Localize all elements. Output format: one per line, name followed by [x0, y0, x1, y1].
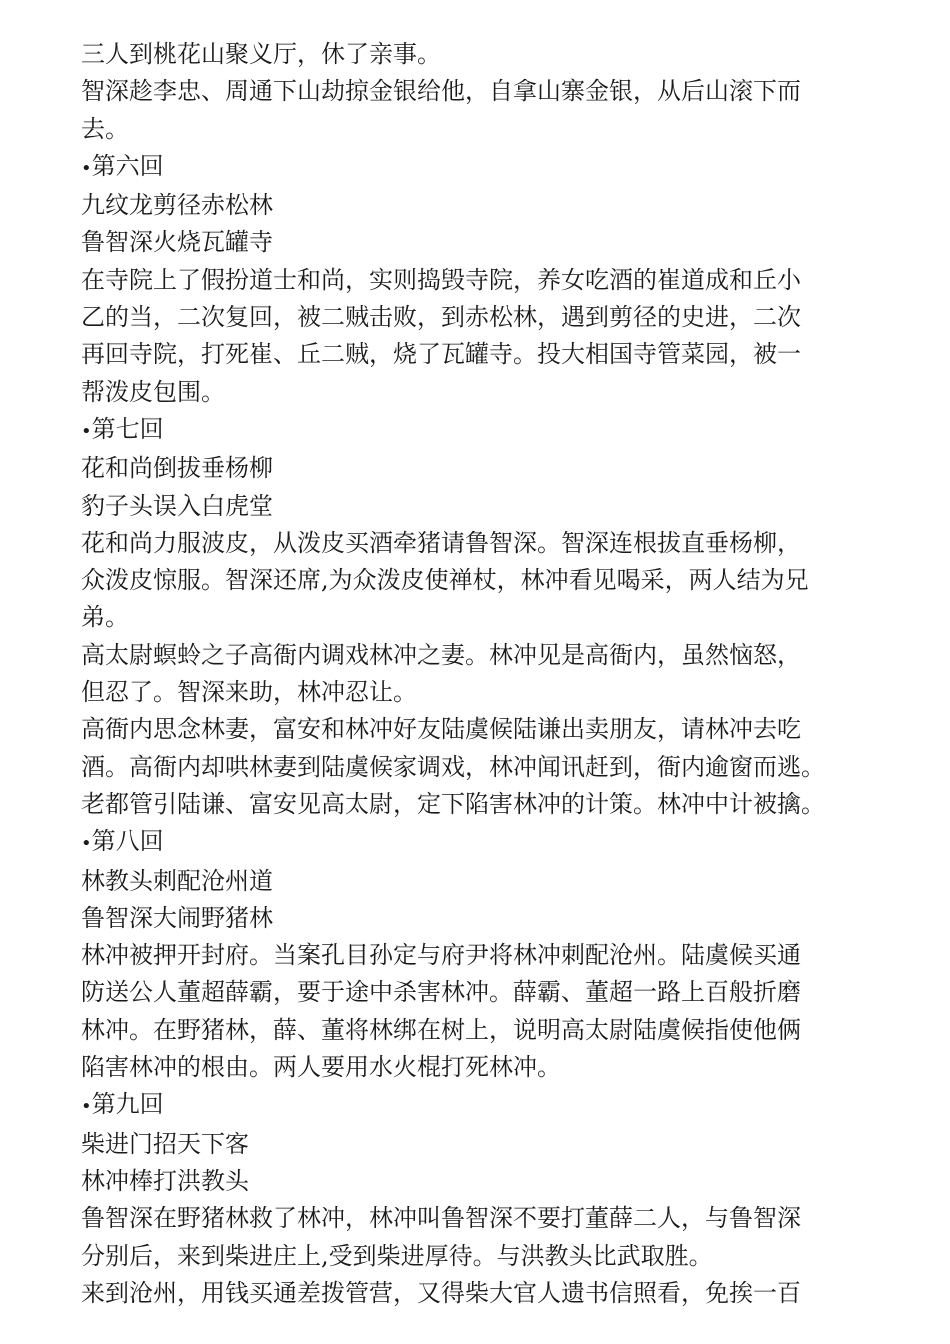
chapter-heading: [81, 1086, 881, 1125]
chapter-heading: [81, 823, 881, 862]
chapter-heading: [81, 148, 881, 187]
chapter-heading-label: 第六回: [91, 151, 164, 180]
text-line: 弟。: [81, 603, 129, 632]
chapter-title-line: 九纹龙剪径赤松林: [81, 191, 273, 220]
chapter-heading: [81, 411, 881, 450]
text-line: 陷害林冲的根由。两人要用水火棍打死林冲。: [81, 1053, 561, 1082]
text-line: 花和尚力服波皮，从泼皮买酒牵猪请鲁智深。智深连根拔直垂杨柳，: [81, 528, 801, 557]
text-line: 但忍了。智深来助，林冲忍让。: [81, 678, 417, 707]
chapter-title-line: 鲁智深大闹野猪林: [81, 903, 273, 932]
text-line: 防送公人董超薛霸，要于途中杀害林冲。薛霸、董超一路上百般折磨: [81, 978, 801, 1007]
chapter-title-line: 花和尚倒拔垂杨柳: [81, 454, 273, 483]
bullet-icon: •: [81, 420, 92, 442]
document-body: [81, 0, 881, 1312]
text-line: 众泼皮惊服。智深还席,为众泼皮使禅杖，林冲看见喝采，两人结为兄: [81, 566, 809, 595]
chapter-heading-label: 第九回: [91, 1090, 164, 1119]
text-line: 再回寺院，打死崔、丘二贼，烧了瓦罐寺。投大相国寺管菜园，被一: [81, 340, 801, 369]
chapter-heading-label: 第七回: [91, 414, 164, 443]
text-line: 老都管引陆谦、富安见高太尉，定下陷害林冲的计策。林冲中计被擒。: [81, 789, 825, 818]
text-line: 高衙内思念林妻，富安和林冲好友陆虞候陆谦出卖朋友，请林冲去吃: [81, 715, 801, 744]
text-line: 鲁智深在野猪林救了林冲，林冲叫鲁智深不要打董薛二人，与鲁智深: [81, 1204, 801, 1233]
bullet-icon: •: [81, 833, 92, 855]
bullet-icon: •: [81, 1096, 92, 1118]
chapter-title-line: 林冲棒打洪教头: [81, 1166, 249, 1195]
text-line: 在寺院上了假扮道士和尚，实则捣毁寺院，养女吃酒的崔道成和丘小: [81, 265, 801, 294]
text-line: 林冲。在野猪林，薛、董将林绑在树上，说明高太尉陆虞候指使他俩: [81, 1015, 801, 1044]
text-line: 三人到桃花山聚义厅，休了亲事。: [81, 40, 441, 68]
text-line: 智深趁李忠、周通下山劫掠金银给他，自拿山寨金银，从后山滚下而: [81, 77, 801, 106]
text-line: 酒。高衙内却哄林妻到陆虞候家调戏，林冲闻讯赶到，衙内逾窗而逃。: [81, 752, 825, 781]
text-line: 分别后，来到柴进庄上,受到柴进厚待。与洪教头比武取胜。: [81, 1241, 713, 1270]
chapter-title-line: 柴进门招天下客: [81, 1129, 249, 1158]
text-line: 乙的当，二次复回，被二贼击败，到赤松林，遇到剪径的史进，二次: [81, 303, 801, 332]
text-line: 林冲被押开封府。当案孔目孙定与府尹将林冲刺配沧州。陆虞候买通: [81, 941, 801, 970]
chapter-heading-label: 第八回: [91, 827, 164, 856]
text-line: 高太尉螟蛉之子高衙内调戏林冲之妻。林冲见是高衙内，虽然恼怒，: [81, 640, 801, 669]
bullet-icon: •: [81, 157, 92, 179]
text-line: 帮泼皮包围。: [81, 377, 225, 406]
text-line: 来到沧州，用钱买通差拨管营，又得柴大官人遗书信照看，免挨一百: [81, 1278, 801, 1307]
text-line: 去。: [81, 114, 129, 143]
chapter-title-line: 林教头刺配沧州道: [81, 866, 273, 895]
chapter-title-line: 豹子头误入白虎堂: [81, 491, 273, 520]
chapter-title-line: 鲁智深火烧瓦罐寺: [81, 228, 273, 257]
